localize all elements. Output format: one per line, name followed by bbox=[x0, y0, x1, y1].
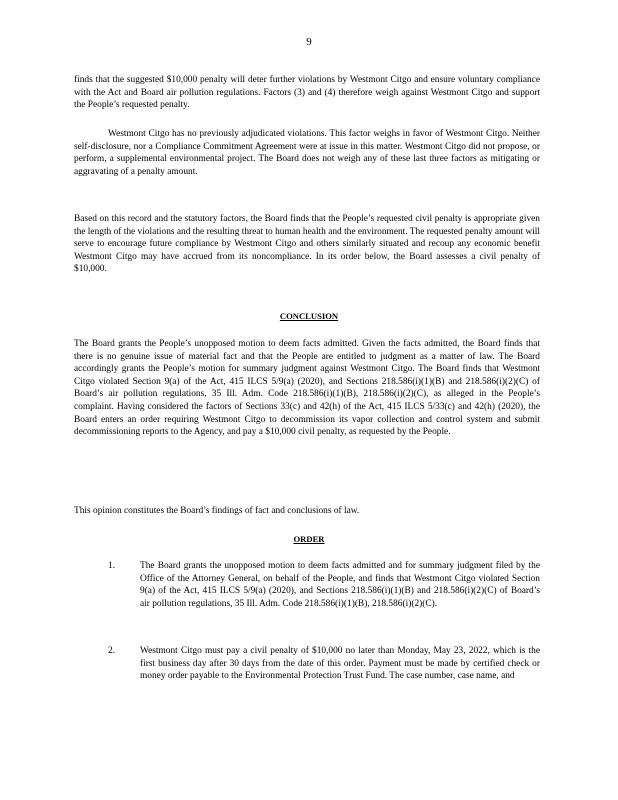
order-item-1 bbox=[108, 560, 540, 610]
order-item-2 bbox=[108, 645, 540, 683]
paragraph-opinion-statement: This opinion constitutes the Board’s findings of fact and conclusions of law. bbox=[74, 506, 360, 516]
paragraph-mitigating-factors: Westmont Citgo has no previously adjudicated violations. This factor weighs in favor of Westmont Citgo. Neither self-disclosure, nor a Compliance Commitment Agreement were at issue in this matter. Westmont Citgo did not propose, or perform, a supplemental environmental project. The Board does not weigh any of these last three factors as mitigating or aggravating of a penalty amount. bbox=[74, 129, 540, 177]
paragraph-penalty-assessment: Based on this record and the statutory factors, the Board finds that the People’s requested civil penalty is appropriate given the length of the violations and the resulting threat to human health and the environment. The requested penalty amount will serve to encourage future compliance by Westmont Citgo and others similarly situated and recoup any economic benefit Westmont Citgo may have accrued from its noncompliance. In its order below, the Board assesses a civil penalty of $10,000. bbox=[74, 214, 540, 275]
order-item-text: The Board grants the unopposed motion to deem facts admitted and for summary judgment filed by the Office of the Attorney General, on behalf of the People, and finds that Westmont Citgo violated Section 9(a) of the Act, 415 ILCS 5/9(a) (2020), and Sections 218.586(i)(1)(B) and 218.586(i)(2)(C) of Board’s air pollution regulations, 35 Ill. Adm. Code 218.586(i)(1)(B), 218.586(i)(2)(C). bbox=[140, 561, 540, 609]
page-number: 9 bbox=[306, 36, 312, 48]
conclusion-heading-text: CONCLUSION bbox=[279, 311, 339, 321]
order-heading-text: ORDER bbox=[293, 534, 325, 544]
order-item-text: Westmont Citgo must pay a civil penalty of $10,000 no later than Monday, May 23, 2022, which is the first business day after 30 days from the date of this order. Payment must be made by certified check or money order payable to the Environmental Protection Trust Fund. The case number, case name, and bbox=[140, 646, 540, 682]
paragraph-penalty-deterrence: finds that the suggested $10,000 penalty will deter further violations by Westmont Citgo and ensure voluntary compliance with the Act and Board air pollution regulations. Factors (3) and (4) therefore weigh against Westmont Citgo and support the People’s requested penalty. bbox=[74, 75, 540, 111]
order-item-number: 2. bbox=[108, 646, 116, 656]
order-item-number: 1. bbox=[108, 561, 116, 571]
order-heading bbox=[0, 534, 618, 544]
conclusion-heading bbox=[0, 311, 618, 321]
paragraph-conclusion: The Board grants the People’s unopposed motion to deem facts admitted. Given the facts admitted, the Board finds that there is no genuine issue of material fact and that the People are entitled to judgment as a matter of law. The Board accordingly grants the People’s motion for summary judgment against Westmont Citgo. The Board finds that Westmont Citgo violated Section 9(a) of the Act, 415 ILCS 5/9(a) (2020), and Sections 218.586(i)(1)(B) and 218.586(i)(2)(C) of Board’s air pollution regulations, 35 Ill. Adm. Code 218.586(i)(1)(B), 218.586(i)(2)(C), as alleged in the People’s complaint. Having considered the factors of Sections 33(c) and 42(h) of the Act, 415 ILCS 5/33(c) and 42(h) (2020), the Board enters an order requiring Westmont Citgo to decommission its vapor collection and control system and submit decommissioning reports to the Agency, and pay a $10,000 civil penalty, as requested by the People. bbox=[74, 339, 540, 438]
